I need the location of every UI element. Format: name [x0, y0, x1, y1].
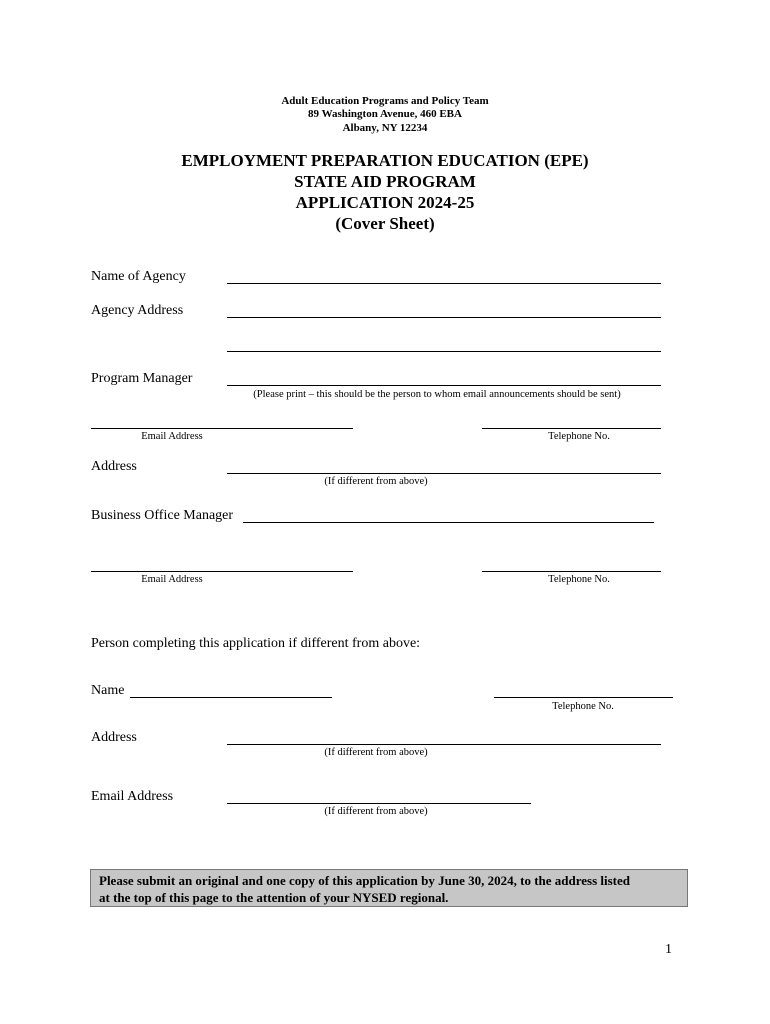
- email-address-field[interactable]: [227, 803, 531, 804]
- title-line-1: EMPLOYMENT PREPARATION EDUCATION (EPE): [181, 151, 589, 170]
- submission-notice: [90, 869, 688, 907]
- person-completing-label: Person completing this application if different from above:: [91, 636, 421, 651]
- business-manager-telephone-field[interactable]: [482, 571, 661, 572]
- name-of-agency-label: Name of Agency: [91, 269, 186, 284]
- name-label: Name: [91, 683, 125, 698]
- header-team: Adult Education Programs and Policy Team: [281, 95, 489, 107]
- submission-notice-line-1: Please submit an original and one copy of this application by June 30, 2024, to the address listed: [99, 873, 631, 888]
- business-office-manager-label: Business Office Manager: [91, 508, 234, 523]
- program-manager-telephone-field[interactable]: [482, 428, 661, 429]
- email-address-caption-1: Email Address: [141, 431, 203, 442]
- telephone-caption-2: Telephone No.: [548, 574, 610, 585]
- name-of-agency-field[interactable]: [227, 283, 661, 284]
- address-label-2: Address: [91, 730, 137, 745]
- title-line-3: APPLICATION 2024-25: [295, 193, 475, 212]
- telephone-caption-1: Telephone No.: [548, 431, 610, 442]
- address-label-1: Address: [91, 459, 137, 474]
- email-address-caption-2: Email Address: [141, 574, 203, 585]
- telephone-caption-3: Telephone No.: [552, 701, 614, 712]
- program-manager-label: Program Manager: [91, 371, 193, 386]
- page-number: 1: [665, 942, 672, 957]
- if-different-caption-2: (If different from above): [324, 747, 428, 758]
- program-manager-note: (Please print – this should be the person to whom email announcements should be sent): [253, 389, 621, 400]
- address-field-2[interactable]: [227, 744, 661, 745]
- business-office-manager-field[interactable]: [243, 522, 654, 523]
- title-line-4: (Cover Sheet): [335, 214, 435, 233]
- name-field[interactable]: [130, 697, 332, 698]
- business-manager-email-field[interactable]: [91, 571, 353, 572]
- program-manager-email-field[interactable]: [91, 428, 353, 429]
- if-different-caption-1: (If different from above): [324, 476, 428, 487]
- agency-address-field-2[interactable]: [227, 351, 661, 352]
- header-city: Albany, NY 12234: [342, 122, 428, 134]
- title-line-2: STATE AID PROGRAM: [294, 172, 476, 191]
- person-telephone-field[interactable]: [494, 697, 673, 698]
- if-different-caption-3: (If different from above): [324, 806, 428, 817]
- submission-notice-line-2: at the top of this page to the attention of your NYSED regional.: [99, 890, 449, 905]
- program-manager-field[interactable]: [227, 385, 661, 386]
- agency-address-label: Agency Address: [91, 303, 184, 318]
- header-street: 89 Washington Avenue, 460 EBA: [308, 108, 462, 120]
- email-address-label: Email Address: [91, 789, 174, 804]
- agency-address-field-1[interactable]: [227, 317, 661, 318]
- address-field-1[interactable]: [227, 473, 661, 474]
